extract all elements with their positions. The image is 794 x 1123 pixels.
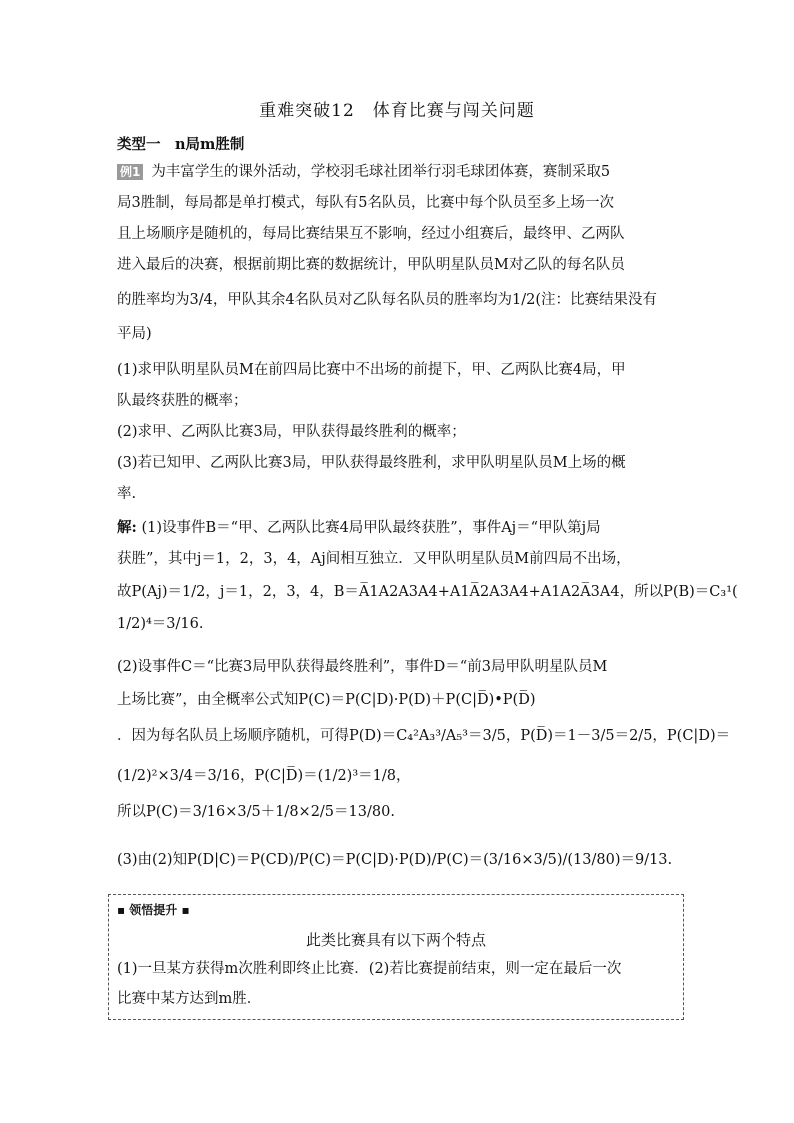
solution-line-2: 获胜”，其中j＝1，2，3，4，Aj间相互独立．又甲队明星队员M前四局不出场， (117, 551, 631, 567)
section-heading (117, 133, 244, 154)
page-title: 重难突破12 体育比赛与闯关问题 (259, 101, 535, 121)
insight-header: ▪ 领悟提升 ▪ (117, 903, 190, 917)
solution-text-1: (1)设事件B＝“甲、乙两队比赛4局甲队最终获胜”，事件Aj＝“甲队第j局 (141, 520, 601, 536)
question-line-3: (2)求甲、乙两队比赛3局，甲队获得最终胜利的概率； (117, 424, 466, 440)
example-line-3: 且上场顺序是随机的，每局比赛结果互不影响，经过小组赛后，最终甲、乙两队 (117, 226, 625, 242)
solution-line-5: (2)设事件C＝“比赛3局甲队获得最终胜利”，事件D＝“前3局甲队明星队员M (117, 659, 608, 675)
example-line-4: 进入最后的决赛，根据前期比赛的数据统计，甲队明星队员M对乙队的每名队员 (117, 257, 625, 273)
example-badge: 例1 (117, 164, 143, 180)
example-line-6: 平局) (117, 326, 152, 342)
insight-line-2: 比赛中某方达到m胜． (117, 991, 262, 1007)
insight-heading: 此类比赛具有以下两个特点 (305, 931, 486, 949)
solution-line-8: (1/2)²×3/4＝3/16，P(C|D̅)＝(1/2)³＝1/8， (117, 768, 411, 784)
question-line-2: 队最终获胜的概率； (117, 393, 248, 409)
solution-line-3: 故P(Aj)＝1/2，j＝1，2，3，4，B＝A̅1A2A3A4+A1A̅2A3A4+A1A2A̅3A4，所以P(B)＝C₃¹( (117, 584, 738, 600)
insight-box (108, 894, 684, 1020)
solution-line-10: (3)由(2)知P(D|C)＝P(CD)/P(C)＝P(C|D)·P(D)/P(C)＝(3/16×3/5)/(13/80)＝9/13. (117, 852, 673, 868)
section-label: 类型一 (117, 136, 161, 153)
example-text-1: 为丰富学生的课外活动，学校羽毛球社团举行羽毛球团体赛，赛制采取5 (151, 164, 611, 180)
insight-line-1: (1)一旦某方获得m次胜利即终止比赛．(2)若比赛提前结束，则一定在最后一次 (117, 961, 622, 977)
solution-line-6: 上场比赛”，由全概率公式知P(C)＝P(C|D)·P(D)＋P(C|D̅)•P(D̅) (117, 692, 536, 708)
solution-line-1 (117, 516, 601, 537)
question-line-4: (3)若已知甲、乙两队比赛3局，甲队获得最终胜利，求甲队明星队员M上场的概 (117, 455, 626, 471)
question-line-1: (1)求甲队明星队员M在前四局比赛中不出场的前提下，甲、乙两队比赛4局，甲 (117, 362, 626, 378)
question-line-5: 率. (117, 486, 137, 502)
example-line-5: 的胜率均为3/4，甲队其余4名队员对乙队每名队员的胜率均为1/2(注：比赛结果没有 (117, 292, 658, 308)
solution-line-7: ．因为每名队员上场顺序随机，可得P(D)＝C₄²A₃³/A₅³＝3/5，P(D̅)＝1－3/5＝2/5，P(C|D)＝ (117, 728, 731, 744)
example-line-2: 局3胜制，每局都是单打模式，每队有5名队员，比赛中每个队员至多上场一次 (117, 195, 614, 211)
solution-label: 解: (117, 519, 137, 536)
example-line-1 (117, 160, 610, 181)
section-content: n局m胜制 (175, 136, 245, 153)
solution-line-9: 所以P(C)＝3/16×3/5＋1/8×2/5＝13/80. (117, 804, 395, 820)
solution-line-4: 1/2)⁴＝3/16. (117, 616, 204, 632)
